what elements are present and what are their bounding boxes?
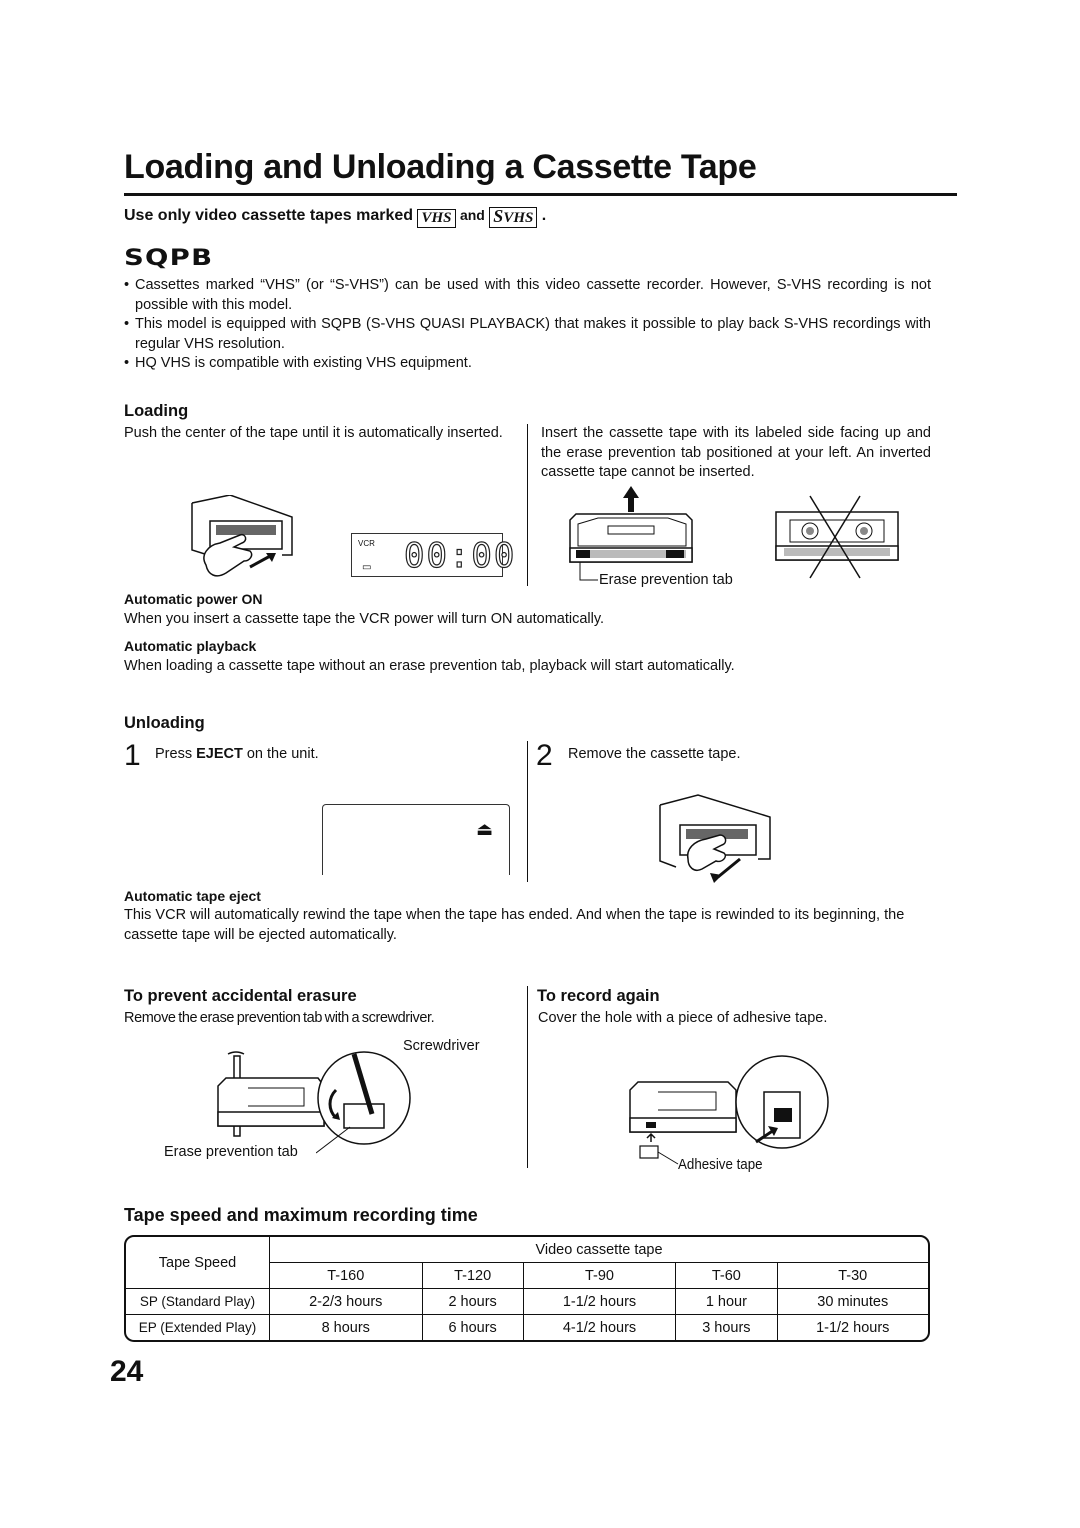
table-cell: 8 hours	[270, 1315, 423, 1340]
erase-tab-leader	[316, 1125, 352, 1155]
cassette-inverted-illustration	[774, 494, 900, 580]
title-rule	[124, 193, 957, 196]
step-2-number: 2	[536, 739, 553, 772]
vcr-insert-illustration	[190, 495, 300, 580]
vcr-display-digits: 00:00	[404, 536, 517, 576]
marked-text: Use only video cassette tapes marked	[124, 207, 414, 224]
vcr-display-label: VCR	[358, 539, 375, 548]
tape-type-header: T-90	[524, 1263, 677, 1289]
bullet-item: • Cassettes marked “VHS” (or “S-VHS”) can be used with this video cassette recorder. However, S-VHS recording is not possible with this model.	[124, 276, 931, 315]
prevent-erasure-text: Remove the erase prevention tab with a screwdriver.	[124, 1010, 435, 1026]
loading-heading: Loading	[124, 402, 189, 420]
auto-play-heading: Automatic playback	[124, 638, 257, 654]
eject-keyword: EJECT	[196, 746, 243, 762]
tape-speed-header: Tape Speed	[126, 1237, 270, 1289]
marked-end: .	[541, 207, 547, 224]
row-label: EP (Extended Play)	[126, 1315, 270, 1340]
table-cell: 1-1/2 hours	[816, 1319, 890, 1336]
table-row	[126, 1289, 928, 1315]
table-cell: 1-1/2 hours	[524, 1289, 677, 1315]
speed-table-heading: Tape speed and maximum recording time	[124, 1205, 478, 1225]
loading-left-text: Push the center of the tape until it is automatically inserted.	[124, 425, 503, 441]
column-divider	[527, 741, 528, 882]
table-cell: 2 hours	[423, 1289, 524, 1315]
cassette-icon: ▭	[362, 562, 372, 573]
auto-power-heading: Automatic power ON	[124, 591, 263, 607]
auto-eject-text: This VCR will automatically rewind the tape when the tape has ended. And when the tape is rewinded to its beginning, the cassette tape will be ejected automatically.	[124, 907, 905, 943]
loading-right-text: Insert the cassette tape with its labeled side facing up and the erase prevention tab positioned at your left. An inverted cassette tape cannot be inserted.	[541, 425, 931, 480]
tape-type-header: T-60	[676, 1263, 777, 1289]
column-divider	[527, 424, 528, 586]
eject-panel-illustration	[322, 804, 510, 875]
speed-table	[124, 1235, 930, 1342]
adhesive-illustration	[628, 1052, 832, 1162]
step-1-pre: Press	[155, 746, 197, 762]
step-2-text: Remove the cassette tape.	[568, 746, 741, 762]
auto-play-text: When loading a cassette tape without an erase prevention tab, playback will start automatically.	[124, 658, 735, 674]
auto-power-text: When you insert a cassette tape the VCR power will turn ON automatically.	[124, 611, 605, 627]
tape-type-header: T-30	[778, 1263, 929, 1289]
adhesive-label: Adhesive tape	[678, 1157, 763, 1173]
marked-line	[124, 207, 546, 228]
bullet-item: • This model is equipped with SQPB (S-VHS QUASI PLAYBACK) that makes it possible to play back S-VHS recordings with regular VHS resolution.	[124, 315, 931, 354]
auto-eject-heading: Automatic tape eject	[124, 888, 261, 904]
erase-tab-label: Erase prevention tab	[599, 572, 733, 588]
row-label: SP (Standard Play)	[126, 1289, 270, 1315]
table-cell: 30 minutes	[778, 1289, 929, 1315]
page-number: 24	[110, 1355, 144, 1388]
bullet-item: • HQ VHS is compatible with existing VHS equipment.	[124, 354, 931, 374]
vhs-logo: VHS	[417, 209, 455, 228]
record-again-text: Cover the hole with a piece of adhesive tape.	[538, 1010, 828, 1026]
unloading-heading: Unloading	[124, 714, 205, 732]
sqpb-logo: SQPB	[124, 246, 214, 271]
column-divider	[527, 986, 528, 1168]
table-cell: 4-1/2 hours	[524, 1315, 677, 1340]
table-row	[126, 1315, 928, 1340]
erase-tab-label-2: Erase prevention tab	[164, 1144, 298, 1160]
intro-bullets	[124, 276, 931, 374]
tape-type-header: T-160	[270, 1263, 423, 1289]
prevent-erasure-heading: To prevent accidental erasure	[124, 987, 357, 1005]
vcr-remove-illustration	[658, 773, 773, 885]
svhs-logo-vhs: VHS	[503, 210, 534, 226]
table-cell: 1 hour	[676, 1289, 777, 1315]
table-cell: 6 hours	[423, 1315, 524, 1340]
vcr-display	[351, 533, 517, 577]
marked-and: and	[459, 207, 485, 223]
step-1-post: on the unit.	[242, 746, 319, 762]
step-1-text	[155, 745, 319, 765]
erase-tab-leader	[578, 562, 600, 584]
tape-type-header: T-120	[423, 1263, 524, 1289]
erasure-illustration	[214, 1048, 414, 1148]
step-1-number: 1	[124, 739, 141, 772]
record-again-heading: To record again	[537, 987, 660, 1005]
video-cassette-header: Video cassette tape	[270, 1237, 928, 1263]
svhs-logo-s: S	[493, 206, 504, 226]
screwdriver-label: Screwdriver	[403, 1038, 480, 1054]
cassette-correct-illustration	[568, 484, 694, 566]
svhs-logo	[489, 207, 537, 228]
table-cell: 2-2/3 hours	[270, 1289, 423, 1315]
page-title: Loading and Unloading a Cassette Tape	[124, 148, 757, 186]
table-cell: 3 hours	[676, 1315, 777, 1340]
eject-icon: ⏏	[475, 819, 493, 839]
